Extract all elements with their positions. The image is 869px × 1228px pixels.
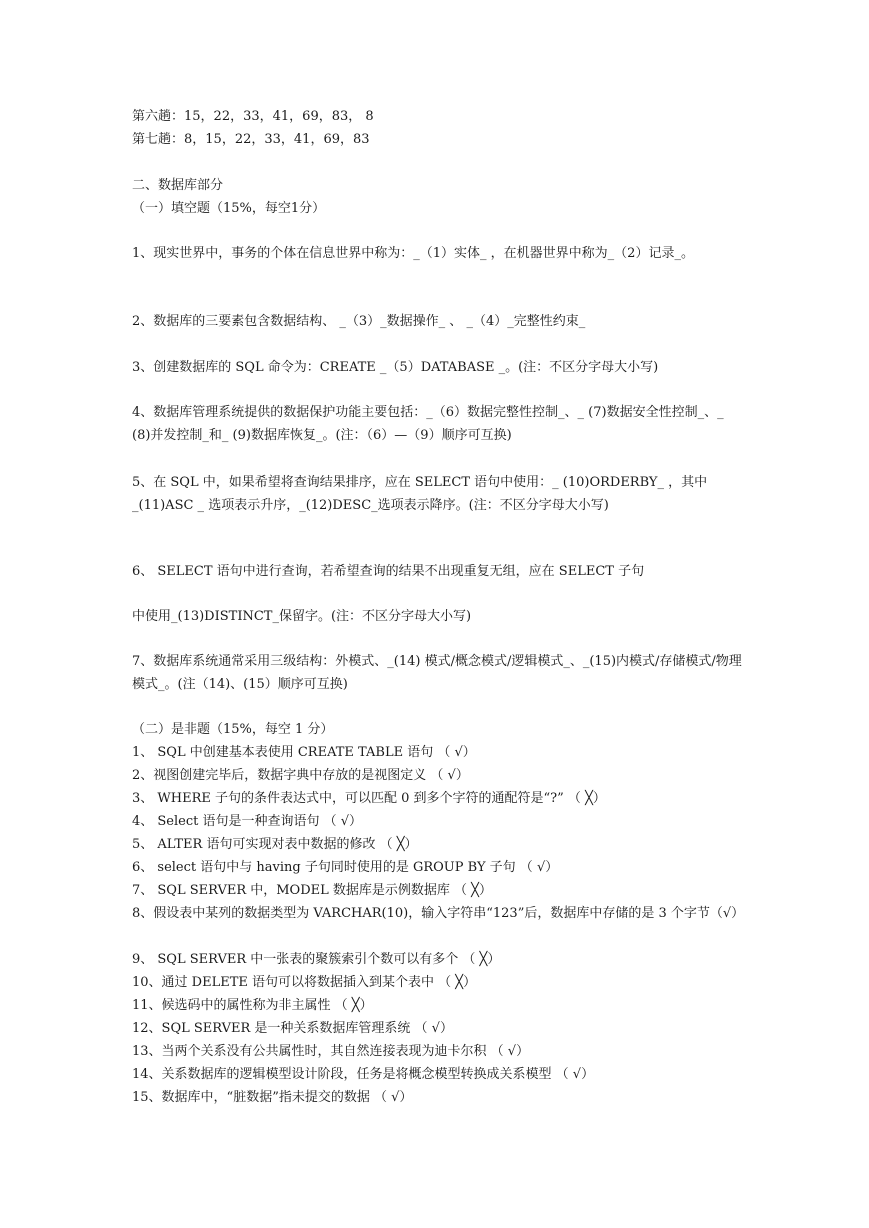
fill-blank-heading: （一）填空题（15%，每空1分）	[132, 201, 326, 216]
sort-pass-7: 第七趟：8，15，22，33，41，69，83	[132, 132, 370, 147]
fill-question-3: 3、创建数据库的 SQL 命令为：CREATE _（5）DATABASE _。(注：不区分字母大小写)	[132, 360, 659, 375]
tf-item-9: 9、 SQL SERVER 中一张表的聚簇索引个数可以有多个 （ ╳）	[132, 952, 501, 967]
fill-question-2: 2、数据库的三要素包含数据结构、 _（3）_数据操作_ 、 _（4）_完整性约束_	[132, 314, 586, 329]
section-heading-database: 二、数据库部分	[132, 178, 224, 193]
tf-item-11: 11、候选码中的属性称为非主属性 （ ╳）	[132, 998, 373, 1013]
tf-item-1: 1、 SQL 中创建基本表使用 CREATE TABLE 语句 （ √）	[132, 745, 476, 760]
tf-item-7: 7、 SQL SERVER 中，MODEL 数据库是示例数据库 （ ╳）	[132, 883, 492, 898]
fill-question-4: 4、数据库管理系统提供的数据保护功能主要包括：_（6）数据完整性控制_、_ (7)数据安全性控制_、_ (8)并发控制_和_ (9)数据库恢复_。(注：（6）—（9）顺序可互换)	[132, 405, 724, 443]
true-false-heading: （二）是非题（15%，每空 1 分）	[132, 722, 334, 737]
tf-item-6: 6、 select 语句中与 having 子句同时使用的是 GROUP BY 子句 （ √）	[132, 860, 559, 875]
tf-item-10: 10、通过 DELETE 语句可以将数据插入到某个表中 （ ╳）	[132, 975, 477, 990]
tf-item-14: 14、关系数据库的逻辑模型设计阶段，任务是将概念模型转换成关系模型 （ √）	[132, 1067, 595, 1082]
tf-item-8: 8、假设表中某列的数据类型为 VARCHAR(10)，输入字符串“123”后，数据库中存储的是 3 个字节（√）	[132, 906, 745, 921]
tf-item-4: 4、 Select 语句是一种查询语句 （ √）	[132, 814, 363, 829]
fill-question-7: 7、数据库系统通常采用三级结构：外模式、_(14) 模式/概念模式/逻辑模式_、_(15)内模式/存储模式/物理模式_。(注（14)、(15）顺序可互换)	[132, 654, 742, 692]
fill-question-5: 5、在 SQL 中，如果希望将查询结果排序，应在 SELECT 语句中使用：_ (10)ORDERBY_ ，其中_(11)ASC _ 选项表示升序，_(12)DESC_选项表示降序。(注：不区分字母大小写)	[132, 475, 708, 513]
fill-question-1: 1、现实世界中，事务的个体在信息世界中称为：_（1）实体_ ，在机器世界中称为_（2）记录_。	[132, 246, 694, 261]
tf-item-15: 15、数据库中，“脏数据”指未提交的数据 （ √）	[132, 1090, 413, 1105]
tf-item-5: 5、 ALTER 语句可实现对表中数据的修改 （ ╳）	[132, 837, 418, 852]
tf-item-12: 12、SQL SERVER 是一种关系数据库管理系统 （ √）	[132, 1021, 453, 1036]
fill-question-6-line-2: 中使用_(13)DISTINCT_保留字。(注：不区分字母大小写)	[132, 609, 472, 624]
sort-pass-6: 第六趟：15，22，33，41，69，83， 8	[132, 109, 374, 124]
fill-question-6-line-1: 6、 SELECT 语句中进行查询，若希望查询的结果不出现重复无组，应在 SELECT 子句	[132, 564, 645, 579]
tf-item-2: 2、视图创建完毕后，数据字典中存放的是视图定义 （ √）	[132, 768, 469, 783]
tf-item-13: 13、当两个关系没有公共属性时，其自然连接表现为迪卡尔积 （ √）	[132, 1044, 530, 1059]
tf-item-3: 3、 WHERE 子句的条件表达式中，可以匹配 0 到多个字符的通配符是“?” （ ╳）	[132, 791, 606, 806]
